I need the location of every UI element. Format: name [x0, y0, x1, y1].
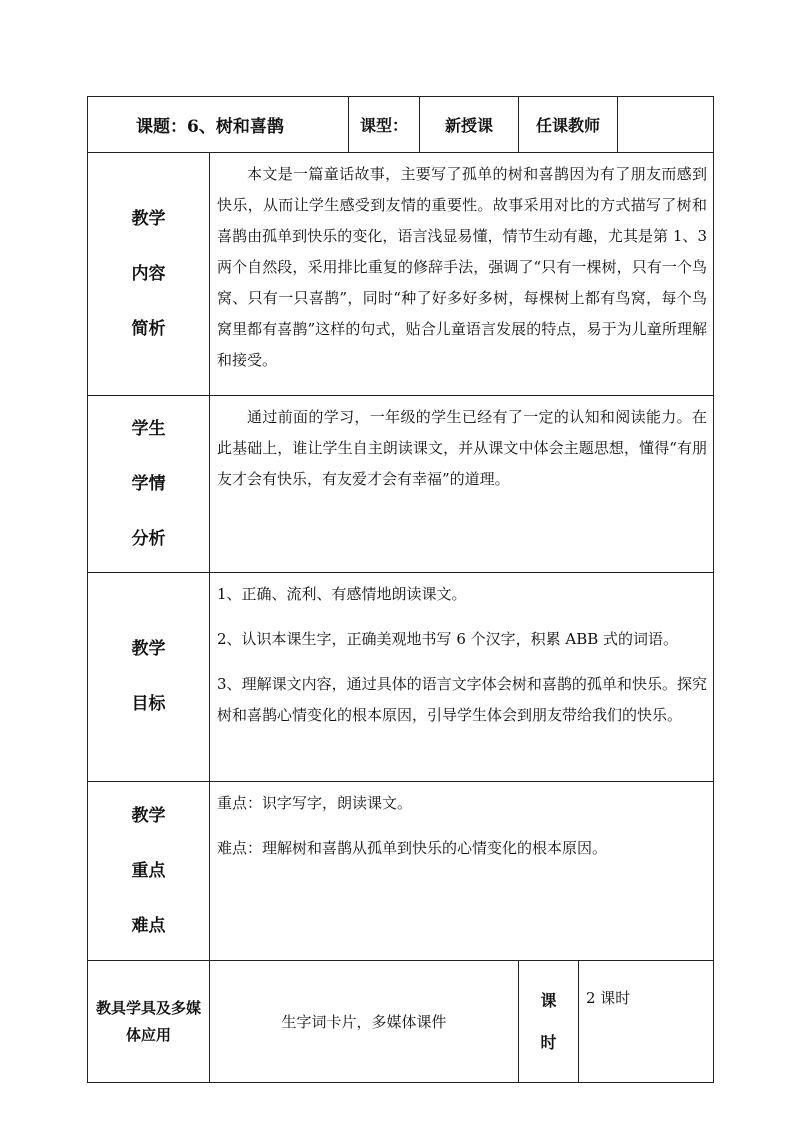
objective-item: 2、认识本课生字，正确美观地书写 6 个汉字，积累 ABB 式的词语。 [217, 630, 679, 648]
lesson-title: 课题：6、树和喜鹊 [88, 97, 349, 153]
content-analysis-row [88, 153, 714, 396]
equipment-label: 教具学具及多媒体应用 [88, 961, 210, 1083]
objectives-row [88, 573, 714, 782]
student-analysis-text: 通过前面的学习，一年级的学生已经有了一定的认知和阅读能力。在此基础上，谁让学生自主朗读课文，并从课文中体会主题思想，懂得“有朋友才会有快乐，有友爱才会有幸福”的道理。 [210, 396, 714, 573]
equipment-row [88, 961, 714, 1083]
teacher-label: 任课教师 [519, 97, 618, 153]
lesson-type-value: 新授课 [420, 97, 519, 153]
teacher-value [618, 97, 714, 153]
key-points-label: 教学 重点 难点 [88, 782, 210, 961]
objectives-list [210, 573, 714, 782]
lesson-type-label: 课型： [349, 97, 420, 153]
student-analysis-row [88, 396, 714, 573]
student-analysis-label: 学生 学情 分析 [88, 396, 210, 573]
period-value: 2 课时 [579, 961, 714, 1083]
header-row [88, 97, 714, 153]
lesson-plan-table [87, 96, 714, 1083]
objectives-label: 教学 目标 [88, 573, 210, 782]
equipment-value: 生字词卡片，多媒体课件 [210, 961, 519, 1083]
objective-item: 3、理解课文内容，通过具体的语言文字体会树和喜鹊的孤单和快乐。探究树和喜鹊心情变化的根本原因，引导学生体会到朋友带给我们的快乐。 [217, 675, 708, 724]
key-point-item: 重点：识字写字，朗读课文。 [217, 794, 413, 812]
period-label: 课 时 [519, 961, 579, 1083]
key-points-row [88, 782, 714, 961]
difficult-point-item: 难点：理解树和喜鹊从孤单到快乐的心情变化的根本原因。 [217, 839, 608, 857]
key-points-list [210, 782, 714, 961]
objective-item: 1、正确、流利、有感情地朗读课文。 [217, 585, 467, 603]
content-analysis-label: 教学 内容 简析 [88, 153, 210, 396]
content-analysis-text: 本文是一篇童话故事，主要写了孤单的树和喜鹊因为有了朋友而感到快乐，从而让学生感受到友情的重要性。故事采用对比的方式描写了树和喜鹊由孤单到快乐的变化，语言浅显易懂，情节生动有趣，尤其是第 1、3 两个自然段，采用排比重复的修辞手法，强调了“只有一棵树，只有一个鸟窝、只有一只喜鹊”，同时“种了好多好多树，每棵树上都有鸟窝，每个鸟窝里都有喜鹊”这样的句式，贴合儿童语言发展的特点，易于为儿童所理解和接受。 [210, 153, 714, 396]
